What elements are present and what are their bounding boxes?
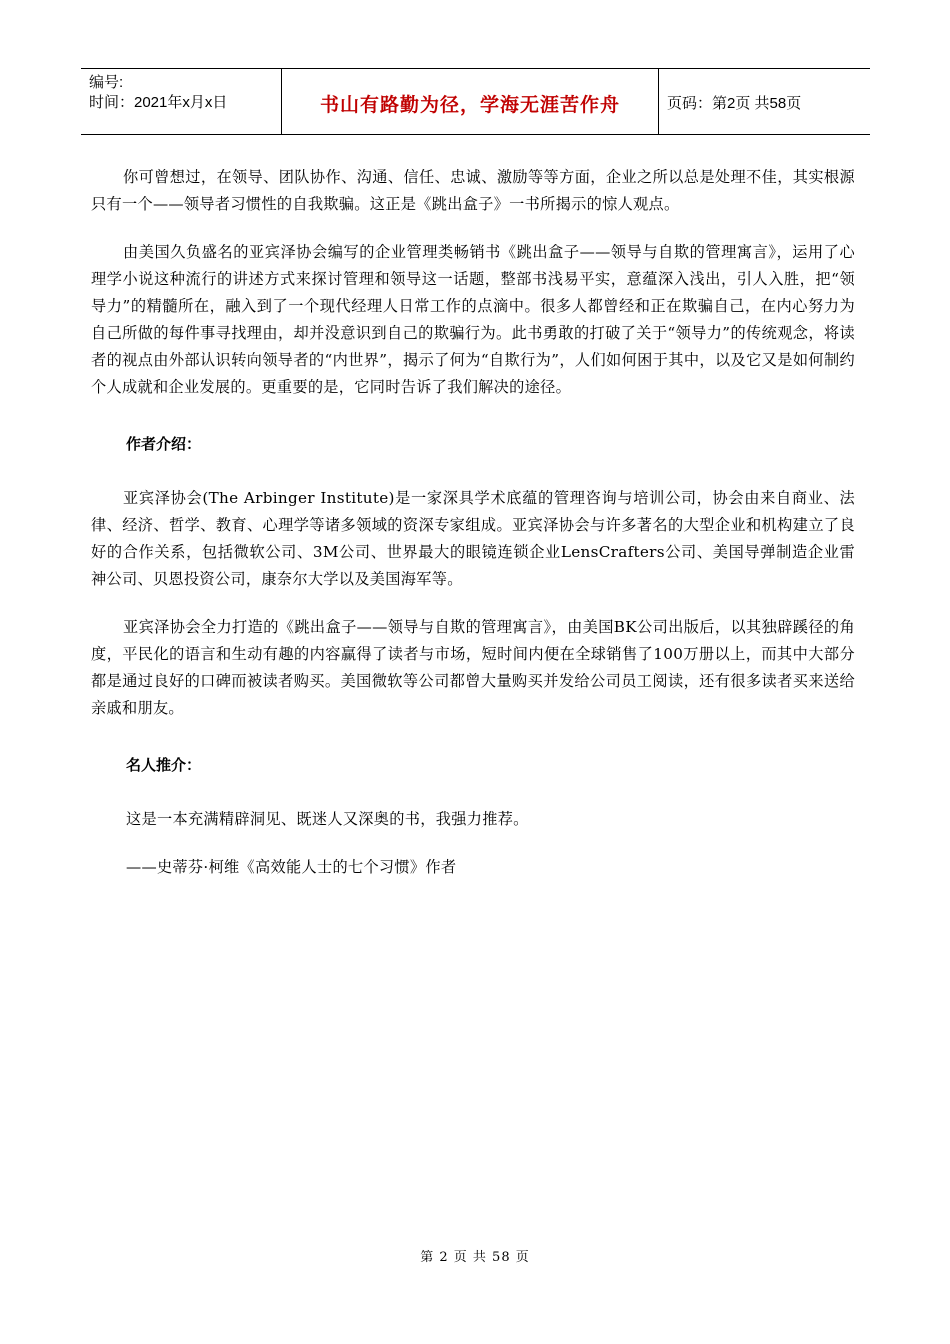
- recommendation-heading: 名人推介：: [126, 756, 202, 774]
- author-heading: 作者介绍：: [126, 435, 202, 453]
- header-meta: [81, 69, 282, 134]
- document-number-label: 编号:: [89, 74, 124, 91]
- header-motto: 书山有路勤为径，学海无涯苦作舟: [282, 69, 659, 134]
- publication-paragraph: 亚宾泽协会全力打造的《跳出盒子——领导与自欺的管理寓言》，由美国BK公司出版后，以其独辟蹊径的角度，平民化的语言和生动有趣的内容赢得了读者与市场，短时间内便在全球销售了100万册以上，而其中大部分都是通过良好的口碑而被读者购买。美国微软等公司都曾大量购买并发给公司员工阅读，还有很多读者买来送给亲戚和朋友。: [91, 618, 855, 717]
- page-header: [81, 68, 870, 135]
- quote-attribution: ——史蒂芬·柯维《高效能人士的七个习惯》作者: [126, 858, 457, 876]
- recommendation-quote: 这是一本充满精辟洞见、既迷人又深奥的书，我强力推荐。: [126, 810, 529, 828]
- author-paragraph: 亚宾泽协会(The Arbinger Institute)是一家深具学术底蕴的管理咨询与培训公司，协会由来自商业、法律、经济、哲学、教育、心理学等诸多领域的资深专家组成。亚宾泽协会与许多著名的大型企业和机构建立了良好的合作关系，包括微软公司、3M公司、世界最大的眼镜连锁企业LensCrafters公司、美国导弹制造企业雷神公司、贝恩投资公司，康奈尔大学以及美国海军等。: [91, 489, 855, 588]
- book-summary-paragraph: 由美国久负盛名的亚宾泽协会编写的企业管理类畅销书《跳出盒子——领导与自欺的管理寓言》，运用了心理学小说这种流行的讲述方式来探讨管理和领导这一话题，整部书浅易平实，意蕴深入浅出，引人入胜，把“领导力”的精髓所在，融入到了一个现代经理人日常工作的点滴中。很多人都曾经和正在欺骗自己，在内心努力为自己所做的每件事寻找理由，却并没意识到自己的欺骗行为。此书勇敢的打破了关于“领导力”的传统观念，将读者的视点由外部认识转向领导者的“内世界”，揭示了何为“自欺行为”，人们如何困于其中，以及它又是如何制约个人成就和企业发展的。更重要的是，它同时告诉了我们解决的途径。: [91, 243, 855, 396]
- intro-paragraph: 你可曾想过，在领导、团队协作、沟通、信任、忠诚、激励等等方面，企业之所以总是处理不佳，其实根源只有一个——领导者习惯性的自我欺骗。这正是《跳出盒子》一书所揭示的惊人观点。: [91, 168, 855, 213]
- header-page-info: 页码：第2页 共58页: [667, 95, 802, 112]
- page-footer: 第 2 页 共 58 页: [420, 1250, 530, 1265]
- document-date: 时间：2021年x月x日: [89, 94, 228, 111]
- document-body: [91, 164, 855, 881]
